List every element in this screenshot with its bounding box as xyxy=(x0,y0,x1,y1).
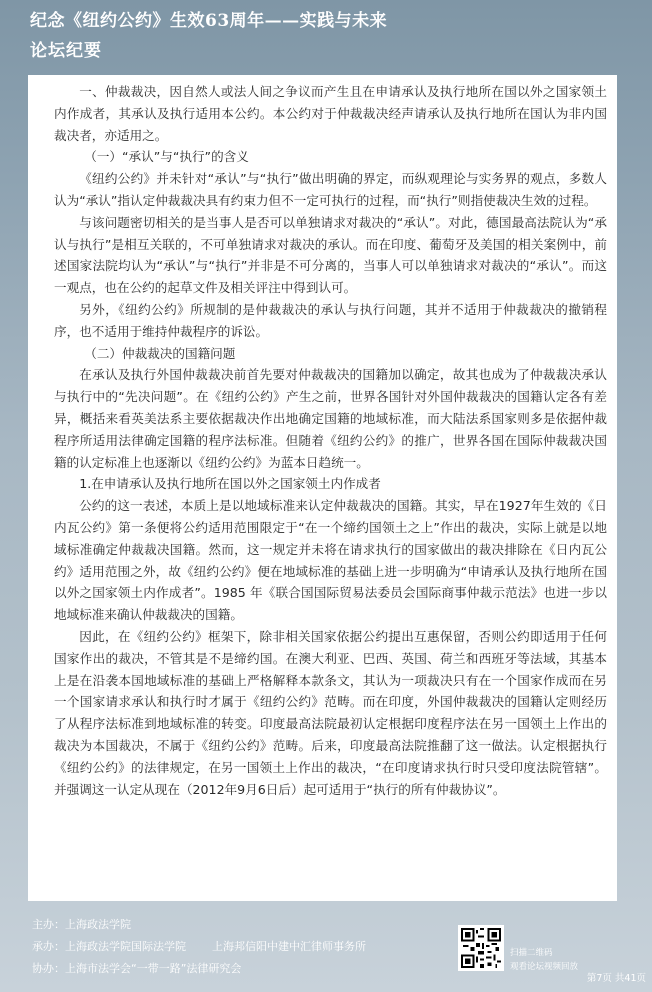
article-paragraph: 在承认及执行外国仲裁裁决前首先要对仲裁裁决的国籍加以确定，故其也成为了仲裁裁决承认与执行中的“先决问题”。在《纽约公约》产生之前，世界各国针对外国仲裁裁决的国籍认定各有差异，概括来看英美法系主要依据裁决作出地确定国籍的地域标准，而大陆法系国家则多是依据仲裁程序所适用法律确定国籍的程序法标准。但随着《纽约公约》的推广，世界各国在国际仲裁裁决国籍的认定标准上也逐渐以《纽约公约》为蓝本日趋统一。 xyxy=(54,367,607,470)
footer-host: 主办：上海政法学院 xyxy=(32,918,131,931)
footer-credits xyxy=(32,914,366,980)
qr-code-icon[interactable] xyxy=(458,925,504,971)
article-paragraph: 一、仲裁裁决，因自然人或法人间之争议而产生且在申请承认及执行地所在国以外之国家领土内作成者，其承认及执行适用本公约。本公约对于仲裁裁决经声请承认及执行地所在国认为非内国裁决者，亦适用之。 xyxy=(54,84,607,143)
article-paragraph: 另外，《纽约公约》所规制的是仲裁裁决的承认与执行问题，其并不适用于仲裁裁决的撤销程序，也不适用于维持仲裁程序的诉讼。 xyxy=(54,301,607,339)
article-paragraph: 公约的这一表述，本质上是以地域标准来认定仲裁裁决的国籍。其实，早在1927年生效的《日内瓦公约》第一条便将公约适用范围限定于“在一个缔约国领土之上”作出的裁决，实际上就是以地域标准确定仲裁裁决国籍。然而，这一规定并未将在请求执行的国家做出的裁决排除在《日内瓦公约》适用范围之外，故《纽约公约》便在地域标准的基础上进一步明确为“申请承认及执行地所在国以外之国家领土内作成者”。1985 年《联合国国际贸易法委员会国际商事仲裁示范法》也进一步以地域标准来确认仲裁裁决的国籍。 xyxy=(54,498,607,623)
qr-caption-line-2: 观看论坛视频回放 xyxy=(510,962,579,972)
article-paragraph: 《纽约公约》并未针对“承认”与“执行”做出明确的界定，而纵观理论与实务界的观点，多数人认为“承认”指认定仲裁裁决具有约束力但不一定可执行的过程，而“执行”则指使裁决生效的过程。 xyxy=(54,171,607,208)
article-section-heading: （二）仲裁裁决的国籍问题 xyxy=(84,345,236,361)
article-paragraph: 因此，在《纽约公约》框架下，除非相关国家依据公约提出互惠保留，否则公约即适用于任何国家作出的裁决，不管其是不是缔约国。在澳大利亚、巴西、英国、荷兰和西班牙等法域，其基本上是在沿袭本国地域标准的基础上严格解释本款条文，其认为一项裁决只有在一个国家作成而在另一个国家请求承认和执行时才属于《纽约公约》范畴。而在印度，外国仲裁裁决的国籍认定则经历了从程序法标准到地域标准的转变。印度最高法院最初认定根据印度程序法在另一国领土上作出的裁决为本国裁决，不属于《纽约公约》范畴。后来，印度最高法院推翻了这一做法。认定根据执行《纽约公约》的法律规定，在另一国领土上作出的裁决，“在印度请求执行时只受印度法院管辖”。并强调这一认定从现在（2012年9月6日后）起可适用于“执行的所有仲裁协议”。 xyxy=(54,628,607,797)
qr-caption-line-1: 扫描二维码 xyxy=(510,948,553,958)
header-title: 纪念《纽约公约》生效63周年——实践与未来 xyxy=(30,11,388,31)
article-section-heading: （一）“承认”与“执行”的含义 xyxy=(84,149,249,165)
qr-caption xyxy=(510,946,578,974)
footer-organizer-2: 上海邦信阳中建中汇律师事务所 xyxy=(212,940,366,953)
footer-organizer-row xyxy=(32,936,366,958)
page-indicator: 第7页 共41页 xyxy=(586,973,646,984)
footer-organizer: 承办：上海政法学院国际法学院 xyxy=(32,940,186,953)
footer-co-organizer: 协办：上海市法学会“一带一路”法律研究会 xyxy=(32,962,242,975)
article-paragraph: 与该问题密切相关的是当事人是否可以单独请求对裁决的“承认”。对此，德国最高法院认为“承认与执行”是相互关联的，不可单独请求对裁决的承认。而在印度、葡萄牙及美国的相关案例中，前述国家法院均认为“承认”与“执行”并非是不可分离的，当事人可以单独请求对裁决的“承认”。而这一观点，也在公约的起草文件及相关评注中得到认可。 xyxy=(54,214,607,296)
header-subtitle: 论坛纪要 xyxy=(30,41,102,61)
article-card xyxy=(28,75,617,901)
article-subheading: 1.在申请承认及执行地所在国以外之国家领土内作成者 xyxy=(79,476,381,492)
